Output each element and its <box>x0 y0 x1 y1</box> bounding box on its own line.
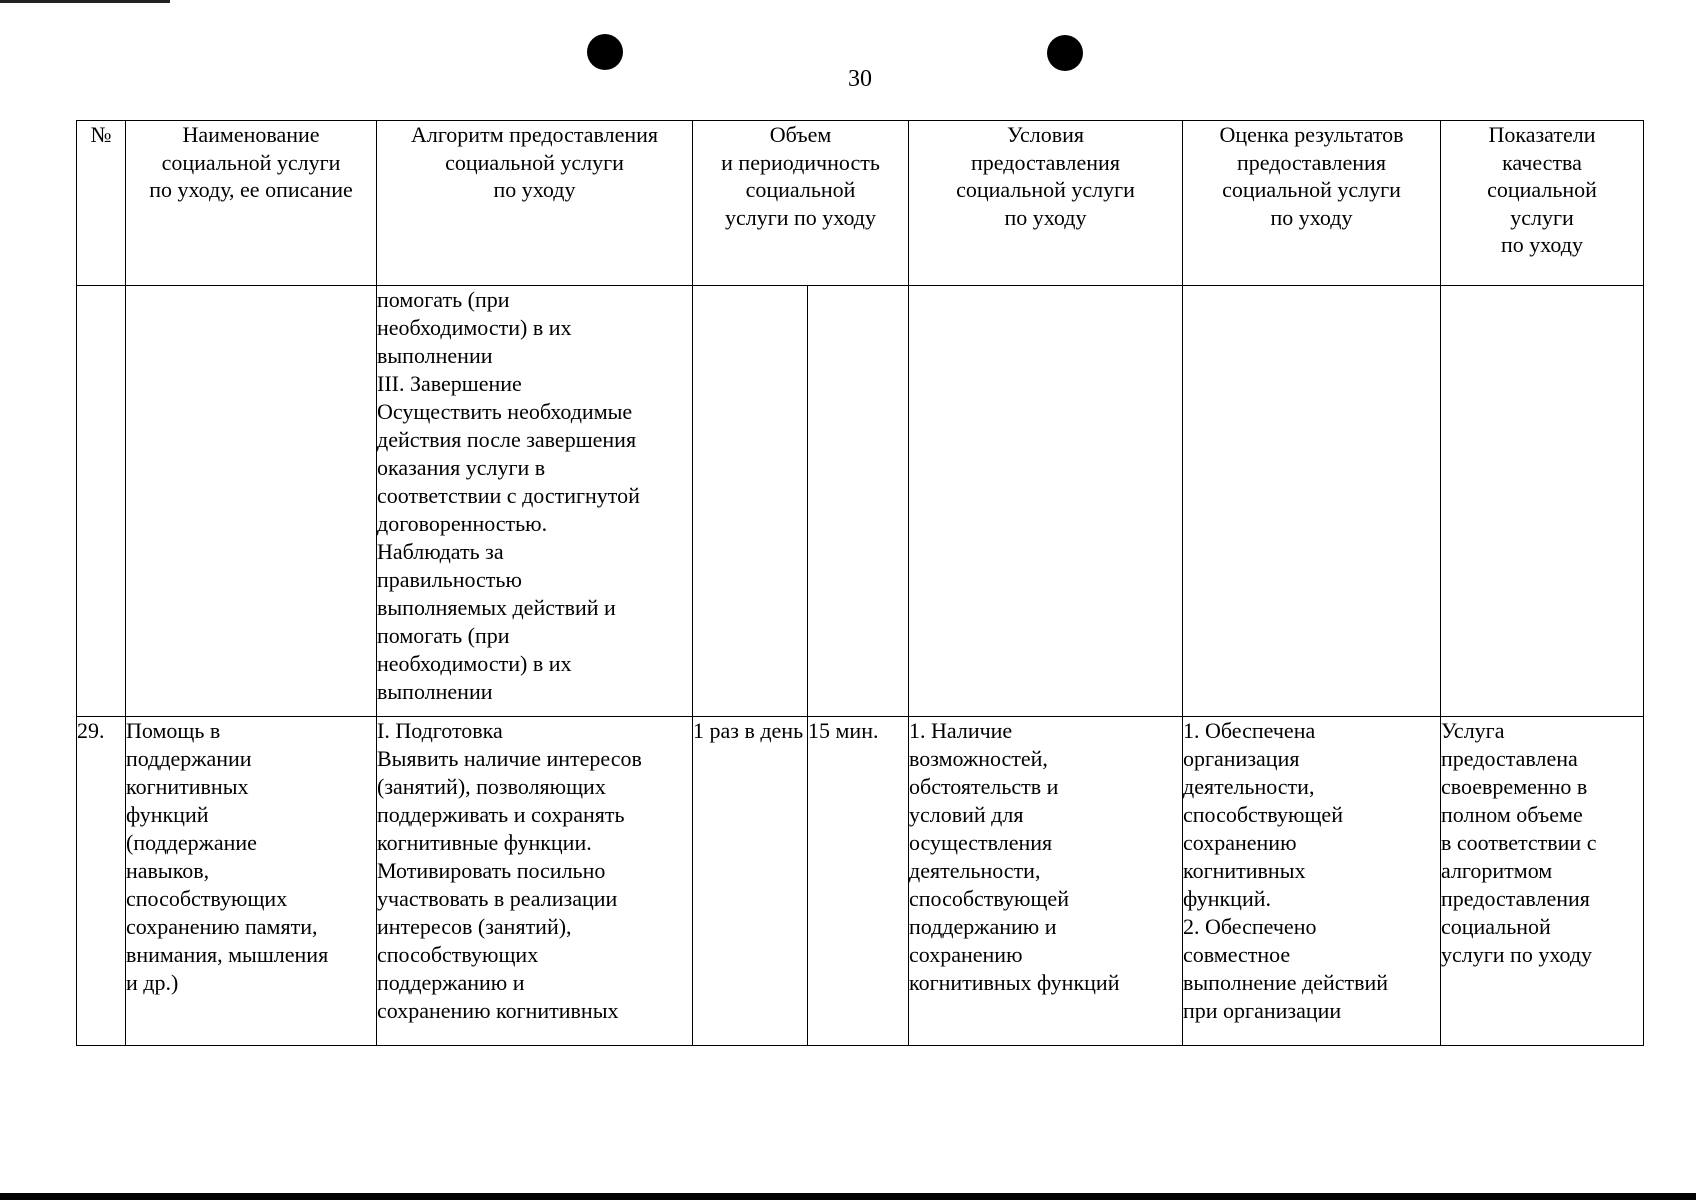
header-name: Наименование социальной услуги по уходу, ее описание <box>126 121 377 286</box>
cell-algorithm: помогать (при необходимости) в их выполнении III. Завершение Осуществить необходимые действия после завершения оказания услуги в соответствии с достигнутой договоренностью. Наблюдать за правильностью выполняемых действий и помогать (при необходимости) в их выполнении <box>377 286 693 717</box>
cell-quality: Услуга предоставлена своевременно в полном объеме в соответствии с алгоритмом предоставления социальной услуги по уходу <box>1441 717 1644 1046</box>
cell-conditions <box>909 286 1183 717</box>
cell-name: Помощь в поддержании когнитивных функций (поддержание навыков, способствующих сохранению памяти, внимания, мышления и др.) <box>126 717 377 1046</box>
table-header-row <box>77 121 1644 286</box>
header-volume-frequency: Объем и периодичность социальной услуги по уходу <box>693 121 909 286</box>
cell-num <box>77 286 126 717</box>
cell-volume <box>808 286 909 717</box>
cell-evaluation: 1. Обеспечена организация деятельности, способствующей сохранению когнитивных функций. 2. Обеспечено совместное выполнение действий при организации <box>1183 717 1441 1046</box>
cell-frequency <box>693 286 808 717</box>
cell-volume: 15 мин. <box>808 717 909 1046</box>
scan-edge-mark <box>0 0 170 3</box>
social-services-table <box>76 120 1644 1046</box>
header-conditions: Условия предоставления социальной услуги по уходу <box>909 121 1183 286</box>
header-quality: Показатели качества социальной услуги по уходу <box>1441 121 1644 286</box>
punch-hole-left <box>587 34 623 70</box>
cell-algorithm: I. Подготовка Выявить наличие интересов (занятий), позволяющих поддерживать и сохранять когнитивные функции. Мотивировать посильно участвовать в реализации интересов (занятий), способствующих поддержанию и сохранению когнитивных <box>377 717 693 1046</box>
table-row-continuation <box>77 286 1644 717</box>
header-num: № <box>77 121 126 286</box>
header-evaluation: Оценка результатов предоставления социальной услуги по уходу <box>1183 121 1441 286</box>
cell-evaluation <box>1183 286 1441 717</box>
table-row-29 <box>77 717 1644 1046</box>
scan-bottom-edge <box>0 1193 1696 1200</box>
header-algorithm: Алгоритм предоставления социальной услуги по уходу <box>377 121 693 286</box>
cell-name <box>126 286 377 717</box>
cell-conditions: 1. Наличие возможностей, обстоятельств и условий для осуществления деятельности, способствующей поддержанию и сохранению когнитивных функций <box>909 717 1183 1046</box>
cell-num: 29. <box>77 717 126 1046</box>
cell-frequency: 1 раз в день <box>693 717 808 1046</box>
page-number: 30 <box>848 66 872 92</box>
cell-quality <box>1441 286 1644 717</box>
